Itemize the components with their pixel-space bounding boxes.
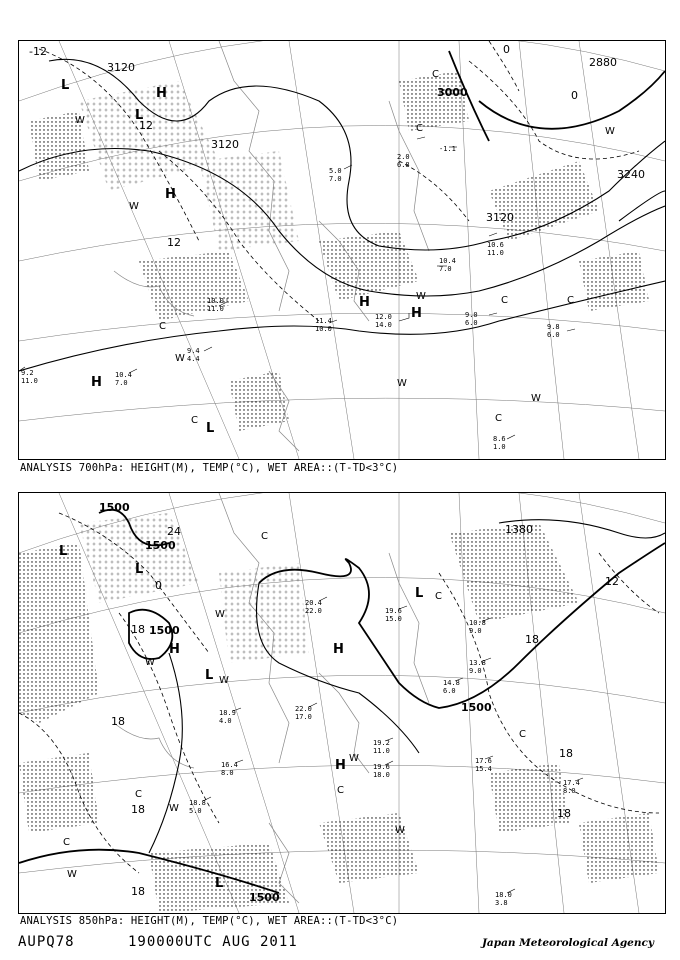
station-dewpoint: 22.0 — [305, 607, 322, 615]
high-pressure-mark: H — [335, 758, 346, 773]
high-pressure-mark: H — [359, 295, 370, 310]
cold-mark: C — [416, 123, 423, 134]
station-temp: 9.4 — [187, 347, 200, 355]
cold-mark: C — [63, 837, 70, 848]
contour-label: 1500 — [461, 701, 492, 714]
station-temp: 14.8 — [443, 679, 460, 687]
station-dewpoint: 15.0 — [385, 615, 402, 623]
station-temp: 18.8 — [189, 799, 206, 807]
station-dewpoint: 7.0 — [115, 379, 128, 387]
station-dewpoint: 15.4 — [475, 765, 492, 773]
isotherm-label: 0 — [571, 89, 578, 102]
isotherm-label: 18 — [111, 715, 125, 728]
agency-credit: Japan Meteorological Agency — [481, 937, 654, 949]
cold-mark: C — [159, 321, 166, 332]
cold-mark: C — [135, 789, 142, 800]
station-dewpoint: 7.0 — [329, 175, 342, 183]
cold-mark: C — [261, 531, 268, 542]
station-dewpoint: 11.0 — [373, 747, 390, 755]
warm-mark: W — [397, 378, 407, 389]
warm-mark: W — [75, 115, 85, 126]
cold-mark: C — [519, 729, 526, 740]
isotherm-label: 12 — [167, 236, 181, 249]
station-dewpoint: 11.0 — [487, 249, 504, 257]
station-temp: 17.6 — [475, 757, 492, 765]
station-temp: 20.4 — [305, 599, 322, 607]
station-temp: 22.0 — [295, 705, 312, 713]
warm-mark: W — [416, 291, 426, 302]
station-temp: 9.8 — [547, 323, 560, 331]
station-dewpoint: 5.0 — [189, 807, 202, 815]
warm-mark: W — [349, 753, 359, 764]
caption-700hpa: ANALYSIS 700hPa: HEIGHT(M), TEMP(°C), WET AREA::(T-TD<3°C) — [20, 462, 399, 474]
station-temp: 17.4 — [563, 779, 580, 787]
isotherm-label: 18 — [557, 807, 571, 820]
cold-mark: C — [191, 415, 198, 426]
warm-mark: W — [169, 803, 179, 814]
station-temp: 13.8 — [469, 659, 486, 667]
station-temp: 9.0 — [465, 311, 478, 319]
chart-700hpa — [18, 40, 666, 460]
station-dewpoint: 6.8 — [397, 161, 410, 169]
warm-mark: W — [605, 126, 615, 137]
contour-label: 3000 — [437, 86, 468, 99]
station-dewpoint: 3.8 — [495, 899, 508, 907]
contour-label: 1500 — [145, 539, 176, 552]
station-temp: 10.0 — [207, 297, 224, 305]
station-dewpoint: 6.0 — [547, 331, 560, 339]
station-temp: 18.0 — [495, 891, 512, 899]
contour-label: 1500 — [99, 501, 130, 514]
high-pressure-mark: H — [165, 187, 176, 202]
station-dewpoint: 4.4 — [187, 355, 200, 363]
isotherm-label: 0 — [155, 579, 162, 592]
station-temp: 10.4 — [115, 371, 132, 379]
station-temp: 9.2 — [21, 369, 34, 377]
high-pressure-mark: H — [411, 306, 422, 321]
contour-label: 3120 — [486, 211, 514, 224]
station-temp: 19.2 — [373, 739, 390, 747]
cold-mark: C — [501, 295, 508, 306]
isotherm-label: 12 — [605, 575, 619, 588]
product-code: AUPQ78 — [18, 934, 75, 950]
cold-mark: C — [495, 413, 502, 424]
contour-label: 1500 — [149, 624, 180, 637]
chart-850hpa — [18, 492, 666, 914]
map-700hpa — [19, 41, 665, 459]
cold-mark: C — [567, 295, 574, 306]
isotherm-label: 18 — [131, 885, 145, 898]
warm-mark: W — [219, 675, 229, 686]
station-dewpoint: 8.0 — [221, 769, 234, 777]
station-dewpoint: 1.0 — [493, 443, 506, 451]
station-dewpoint: 6.0 — [443, 687, 456, 695]
warm-mark: W — [129, 201, 139, 212]
cold-mark: C — [337, 785, 344, 796]
station-dewpoint: 14.0 — [375, 321, 392, 329]
isotherm-label: 18 — [525, 633, 539, 646]
station-dewpoint: 11.0 — [207, 305, 224, 313]
low-pressure-mark: L — [205, 668, 214, 683]
contour-label: 1380 — [505, 523, 533, 536]
low-pressure-mark: L — [206, 421, 215, 436]
low-pressure-mark: L — [215, 876, 224, 891]
isotherm-label: 18 — [131, 623, 145, 636]
low-pressure-mark: L — [135, 562, 144, 577]
high-pressure-mark: H — [333, 642, 344, 657]
caption-850hpa: ANALYSIS 850hPa: HEIGHT(M), TEMP(°C), WET AREA::(T-TD<3°C) — [20, 915, 399, 927]
station-temp: 16.4 — [221, 761, 238, 769]
station-temp: 18.9 — [219, 709, 236, 717]
cold-mark: C — [432, 69, 439, 80]
station-temp: 12.0 — [375, 313, 392, 321]
station-temp: 10.6 — [487, 241, 504, 249]
station-values — [21, 145, 560, 451]
station-temp: 10.8 — [469, 619, 486, 627]
warm-mark: W — [145, 657, 155, 668]
contour-label: 1500 — [249, 891, 280, 904]
station-dewpoint: 8.0 — [563, 787, 576, 795]
station-temp: 2.0 — [397, 153, 410, 161]
station-dewpoint: 11.0 — [21, 377, 38, 385]
high-pressure-mark: H — [169, 642, 180, 657]
warm-mark: W — [531, 393, 541, 404]
station-temp: 11.4 — [315, 317, 332, 325]
station-dewpoint: 9.0 — [469, 667, 482, 675]
station-temp: 8.6 — [493, 435, 506, 443]
warm-mark: W — [67, 869, 77, 880]
station-dewpoint: 18.0 — [373, 771, 390, 779]
warm-mark: W — [395, 825, 405, 836]
station-temp: 5.0 — [329, 167, 342, 175]
isotherm-label: 12 — [139, 119, 153, 132]
isotherm-label: 18 — [131, 803, 145, 816]
station-dewpoint: 10.0 — [315, 325, 332, 333]
station-dewpoint: 6.0 — [465, 319, 478, 327]
station-dewpoint: 17.0 — [295, 713, 312, 721]
isotherm-label: 18 — [559, 747, 573, 760]
contour-label: 3120 — [107, 61, 135, 74]
low-pressure-mark: L — [415, 586, 424, 601]
wet-areas — [19, 513, 659, 913]
isotherm-label: -12 — [29, 45, 47, 58]
station-temp: 19.6 — [385, 607, 402, 615]
station-dewpoint: 7.0 — [439, 265, 452, 273]
warm-mark: W — [215, 609, 225, 620]
high-pressure-mark: H — [91, 375, 102, 390]
valid-time: 190000UTC AUG 2011 — [128, 934, 298, 950]
isotherm-label: 0 — [503, 43, 510, 56]
contour-label: 3120 — [211, 138, 239, 151]
contour-label: 3240 — [617, 168, 645, 181]
station-temp: 19.6 — [373, 763, 390, 771]
low-pressure-mark: L — [59, 544, 68, 559]
contour-label: 2880 — [589, 56, 617, 69]
low-pressure-mark: L — [61, 78, 70, 93]
station-temp: -1.1 — [439, 145, 456, 153]
map-850hpa — [19, 493, 665, 913]
high-pressure-mark: H — [156, 86, 167, 101]
station-dewpoint: 4.0 — [219, 717, 232, 725]
warm-mark: W — [175, 353, 185, 364]
low-pressure-mark: L — [135, 108, 144, 123]
cold-mark: C — [435, 591, 442, 602]
station-dewpoint: 9.0 — [469, 627, 482, 635]
station-temp: 10.4 — [439, 257, 456, 265]
isotherm-label: 24 — [167, 525, 181, 538]
